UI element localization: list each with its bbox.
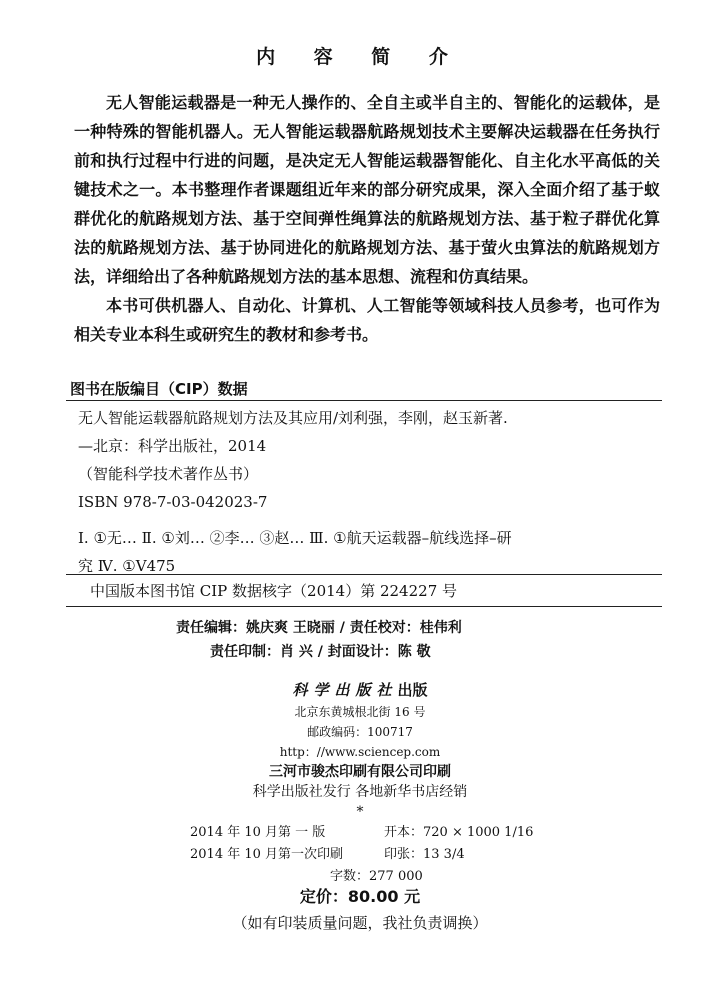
publisher-url: http：//www.sciencep.com <box>279 745 441 759</box>
spec-edition: 2014 年 10 月第 一 版 <box>190 825 326 840</box>
printer-line <box>0 762 720 782</box>
page-title: 内 容 简 介 <box>256 46 464 68</box>
publisher-line <box>0 680 720 700</box>
cip-number-block <box>90 577 674 605</box>
credits-editors: 责任编辑：姚庆爽 王晓丽 / 责任校对：桂伟利 <box>176 620 462 636</box>
publisher-address: 北京东黄城根北街 16 号 <box>294 705 426 719</box>
cip-top-divider <box>66 400 662 401</box>
separator-star: * <box>356 804 364 820</box>
cip-record <box>78 404 662 580</box>
print-specs <box>0 822 720 888</box>
cip-title-line-2: —北京：科学出版社，2014 <box>78 437 267 455</box>
summary-paragraph-1: 无人智能运载器是一种无人操作的、全自主或半自主的、智能化的运载体，是一种特殊的智能机器人。无人智能运载器航路规划技术主要解决运载器在任务执行前和执行过程中行进的问题，是决定无人智能运载器智能化、自主化水平高低的关键技术之一。本书整理作者课题组近年来的部分研究成果，深入全面介绍了基于蚁群优化的航路规划方法、基于空间弹性绳算法的航路规划方法、基于粒子群优化算法的航路规划方法、基于协同进化的航路规划方法、基于萤火虫算法的航路规划方法，详细给出了各种航路规划方法的基本思想、流程和仿真结果。 <box>74 93 660 286</box>
printer-name: 三河市骏杰印刷有限公司 <box>269 764 423 780</box>
publisher-postcode: 邮政编码：100717 <box>307 725 413 739</box>
return-note: （如有印装质量问题，我社负责调换） <box>232 914 488 932</box>
summary-section <box>74 88 660 349</box>
summary-paragraph-2: 本书可供机器人、自动化、计算机、人工智能等领域科技人员参考，也可作为相关专业本科生或研究生的教材和参考书。 <box>74 296 660 344</box>
cip-title-line-1: 无人智能运载器航路规划方法及其应用/刘利强，李刚，赵玉新著. <box>78 409 508 427</box>
spec-sheets: 印张：13 3/4 <box>384 847 465 862</box>
imprint <box>0 680 720 822</box>
publisher-logo-text: 科学出版社 <box>292 681 398 699</box>
cip-classification-line-1: Ⅰ. ①无… Ⅱ. ①刘… ②李… ③赵… Ⅲ. ①航天运载器–航线选择–研 <box>78 529 512 547</box>
spec-printing: 2014 年 10 月第一次印刷 <box>190 847 344 862</box>
spec-format: 开本：720 × 1000 1/16 <box>384 825 534 840</box>
publisher-suffix: 出版 <box>397 681 428 699</box>
cip-classification-line-2: 究 Ⅳ. ①V475 <box>78 557 176 575</box>
cip-bottom-divider <box>66 606 662 607</box>
cip-isbn: ISBN 978-7-03-042023-7 <box>78 493 268 511</box>
cip-middle-divider <box>66 574 662 575</box>
printer-suffix: 印刷 <box>423 764 451 780</box>
distribution-line: 科学出版社发行 各地新华书店经销 <box>252 784 468 800</box>
spec-word-count: 字数：277 000 <box>330 869 423 884</box>
cip-heading: 图书在版编目（CIP）数据 <box>70 380 248 398</box>
cip-series: （智能科学技术著作丛书） <box>78 465 259 483</box>
price: 定价：80.00 元 <box>299 887 421 906</box>
credits-production: 责任印制：肖 兴 / 封面设计：陈 敬 <box>210 644 431 660</box>
cip-number: 中国版本图书馆 CIP 数据核字（2014）第 224227 号 <box>90 582 458 600</box>
